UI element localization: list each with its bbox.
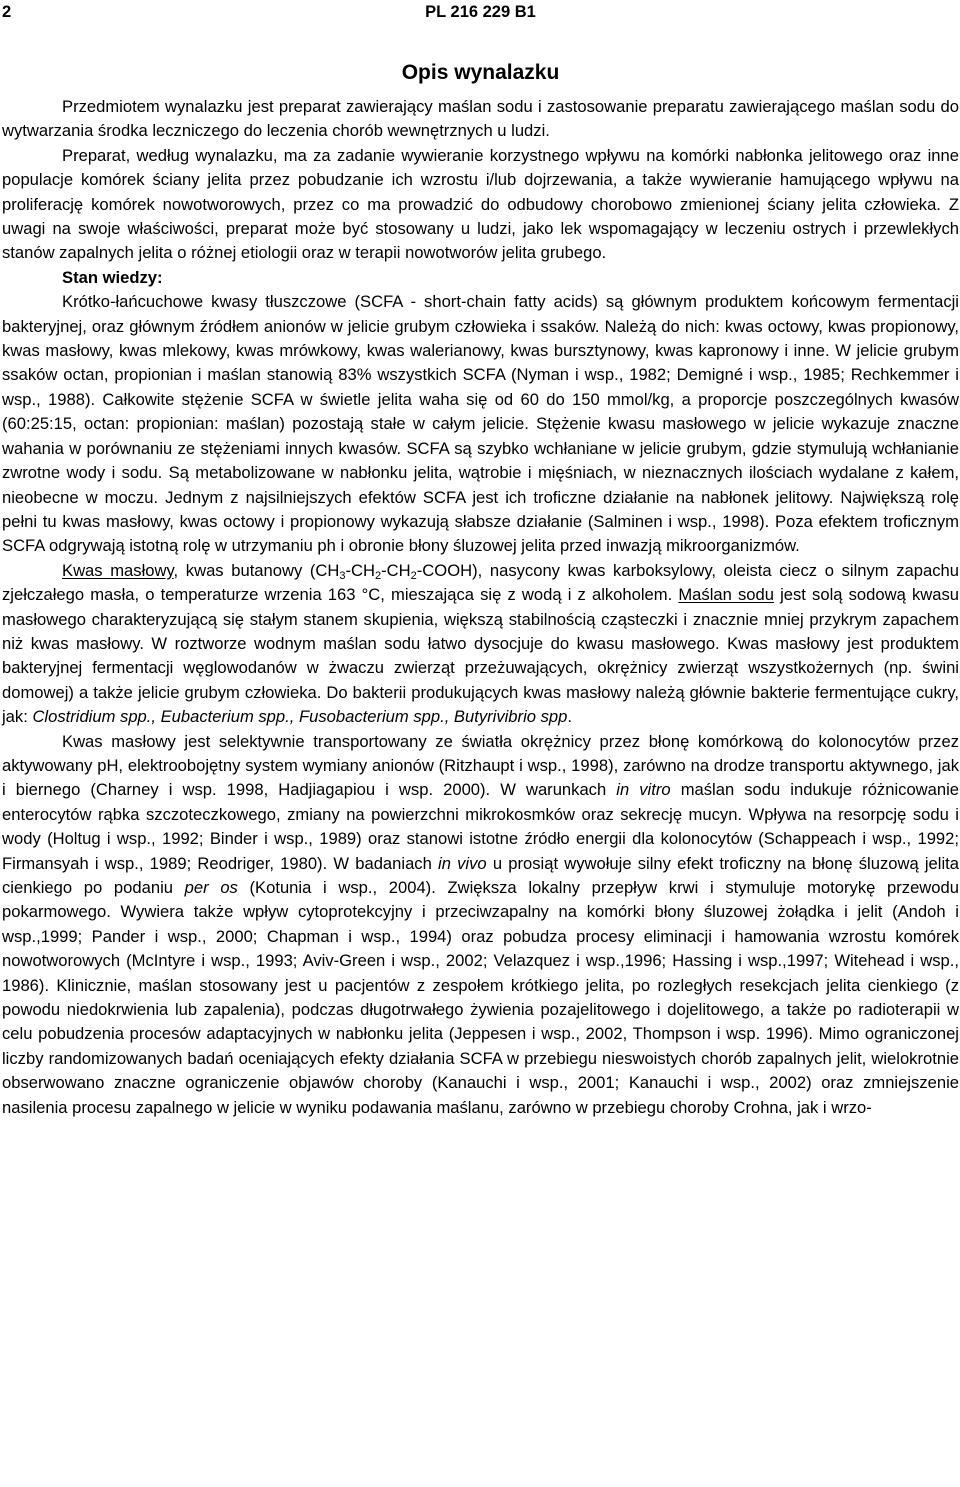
page-number: 2	[2, 3, 12, 21]
text-run: (Kotunia i wsp., 2004). Zwiększa lokalny przepływ krwi i stymuluje motorykę przewodu pokarmowego. Wywiera także wpływ cytoprotekcyjny i przeciwzapalny na komórki błony śluzowej żołądka i jelit (Andoh i wsp.,1999; Pander i wsp., 2000; Chapman i wsp., 1994) oraz pobudza procesy eliminacji i hamowania wzrostu komórek nowotworowych (McIntyre i wsp., 1993; Aviv-Green i wsp., 2002; Velazquez i wsp.,1996; Hassing i wsp.,1997; Witehead i wsp., 1986). Klinicznie, maślan stosowany jest u pacjentów z zespołem krótkiego jelita, po rozległych resekcjach jelita cienkiego (z powodu niedokrwienia lub zapalenia), podczas długotrwałego żywienia pozajelitowego i dojelitowego, a także po radioterapii w celu pobudzenia procesów adaptacyjnych w nabłonku jelita (Jeppesen i wsp., 2002, Thompson i wsp. 1996). Mimo ograniczonej liczby randomizowanych badań oceniających efekty działania SCFA w przebiegu nieswoistych chorób zapalnych jelit, wielokrotnie obserwowano znaczne ograniczenie objawów choroby (Kanauchi i wsp., 2001; Kanauchi i wsp., 2002) oraz zmniejszenie nasilenia procesu zapalnego w jelicie w wyniku podawania maślanu, zarówno w przebiegu choroby Crohna, jak i wrzo-	[2, 878, 959, 1117]
italic-text: Clostridium spp., Eubacterium spp., Fusobacterium spp., Butyrivibrio spp	[32, 707, 568, 727]
document-body	[2, 95, 959, 1120]
text-run: , kwas butanowy (CH	[173, 560, 340, 580]
text-run: .	[567, 707, 572, 727]
paragraph	[2, 290, 959, 558]
text-run: maślan sodu indukuje różnicowanie enterocytów rąbka szczoteczkowego, zmiany na powierzchni mikrokosmków oraz sekrecję mucyn. Wpływa na resorpcję sodu i wody (Holtug i wsp., 1992; Binder i wsp., 1989) oraz stanowi istotne źródło energii dla kolonocytów (Schappeach i wsp., 1992; Firmansyah i wsp., 1989; Reodriger, 1980). W badaniach	[2, 780, 960, 873]
italic-text: per os	[184, 878, 238, 897]
italic-text: in vitro	[616, 780, 671, 800]
paragraph	[2, 95, 959, 144]
italic-text: in vivo	[438, 853, 487, 873]
subscript-text: 2	[410, 569, 417, 582]
text-run: -CH	[381, 560, 411, 580]
text-run: Krótko-łańcuchowe kwasy tłuszczowe (SCFA - short-chain fatty acids) są głównym produktem końcowym fermentacji bakteryjnej, oraz głównym źródłem anionów w jelicie grubym człowieka i ssaków. Należą do nich: kwas octowy, kwas propionowy, kwas masłowy, kwas mlekowy, kwas mrówkowy, kwas walerianowy, kwas bursztynowy, kwas kapronowy i inne. W jelicie grubym ssaków octan, propionian i maślan stanowią 83% wszystkich SCFA (Nyman i wsp., 1982; Demigné i wsp., 1985; Rechkemmer i wsp., 1988). Całkowite stężenie SCFA w świetle jelita waha się od 60 do 150 mmol/kg, a proporcje poszczególnych kwasów (60:25:15, octan: propionian: maślan) pozostają stałe w całym jelicie. Stężenie kwasu masłowego w jelicie wykazuje znaczne wahania w porównaniu ze stężeniami innych kwasów. SCFA są szybko wchłaniane w jelicie grubym, gdzie stymulują wchłanianie zwrotne wody i sodu. Są metabolizowane w nabłonku jelita, wątrobie i mięśniach, w nieznacznych ilościach wydalane z kałem, nieobecne w moczu. Jednym z najsilniejszych efektów SCFA jest ich troficzne działanie na nabłonek jelitowy. Największą rolę pełni tu kwas masłowy, kwas octowy i propionowy wykazują słabsze działanie (Salminen i wsp., 1998). Poza efektem troficznym SCFA odgrywają istotną rolę w utrzymaniu ph i obronie błony śluzowej jelita przed inwazją mikroorganizmów.	[2, 292, 959, 556]
section-heading	[2, 266, 959, 290]
subscript-text: 3	[339, 569, 346, 582]
text-run: -CH	[345, 560, 376, 580]
subscript-text: 2	[375, 569, 382, 582]
text-run: Kwas masłowy jest selektywnie transportowany ze światła okrężnicy przez błonę komórkową do kolonocytów przez aktywowany pH, elektroobojętny system wymiany anionów (Ritzhaupt i wsp., 1998), zarówno na drodze transportu aktywnego, jak i biernego (Charney i wsp. 1998, Hadjiagapiou i wsp. 2000). W warunkach	[2, 731, 959, 800]
text-run: u prosiąt wywołuje silny efekt troficzny na błonę śluzową jelita cienkiego po podaniu	[2, 853, 960, 897]
text-run: Preparat, według wynalazku, ma za zadanie wywieranie korzystnego wpływu na komórki nabłonka jelitowego oraz inne populacje komórek ściany jelita przez pobudzanie ich wzrostu i/lub dojrzewania, a także wywieranie hamującego wpływu na proliferację komórek nowotworowych, przez co ma prowadzić do odbudowy chorobowo zmienionej ściany jelita człowieka. Z uwagi na swoje właściwości, preparat może być stosowany u ludzi, jako lek wspomagający w leczeniu ostrych i przewlekłych stanów zapalnych jelita o różnej etiologii oraz w terapii nowotworów jelita grubego.	[2, 145, 959, 263]
paragraph	[2, 144, 959, 266]
paragraph	[2, 559, 959, 730]
text-run: Stan wiedzy:	[62, 267, 163, 287]
underlined-term: Maślan sodu	[678, 585, 774, 605]
patent-number: PL 216 229 B1	[425, 3, 536, 21]
text-run: -COOH), nasycony kwas karboksylowy, oleista ciecz o silnym zapachu zjełczałego masła, o temperaturze wrzenia 163 °C, mieszająca się z wodą i z alkoholem.	[2, 560, 959, 605]
section-title: Opis wynalazku	[401, 61, 560, 84]
page-header	[2, 0, 959, 24]
underlined-term: Kwas masłowy	[62, 560, 174, 580]
text-run: Przedmiotem wynalazku jest preparat zawierający maślan sodu i zastosowanie preparatu zawierającego maślan sodu do wytwarzania środka leczniczego do leczenia chorób wewnętrznych u ludzi.	[2, 97, 959, 141]
text-run: jest solą sodową kwasu masłowego charakteryzującą się stałym stanem skupienia, większą stabilnością cząsteczki i znacznie mniej przykrym zapachem niż kwas masłowy. W roztworze wodnym maślan sodu łatwo dysocjuje do kwasu masłowego. Kwas masłowy jest produktem bakteryjnej fermentacji węglowodanów w żwaczu zwierząt przeżuwających, okrężnicy zwierząt wszystkożernych (np. świni domowej) a także jelicie grubym człowieka. Do bakterii produkujących kwas masłowy należą głównie bakterie fermentujące cukry, jak:	[2, 585, 959, 727]
paragraph	[2, 730, 959, 1121]
